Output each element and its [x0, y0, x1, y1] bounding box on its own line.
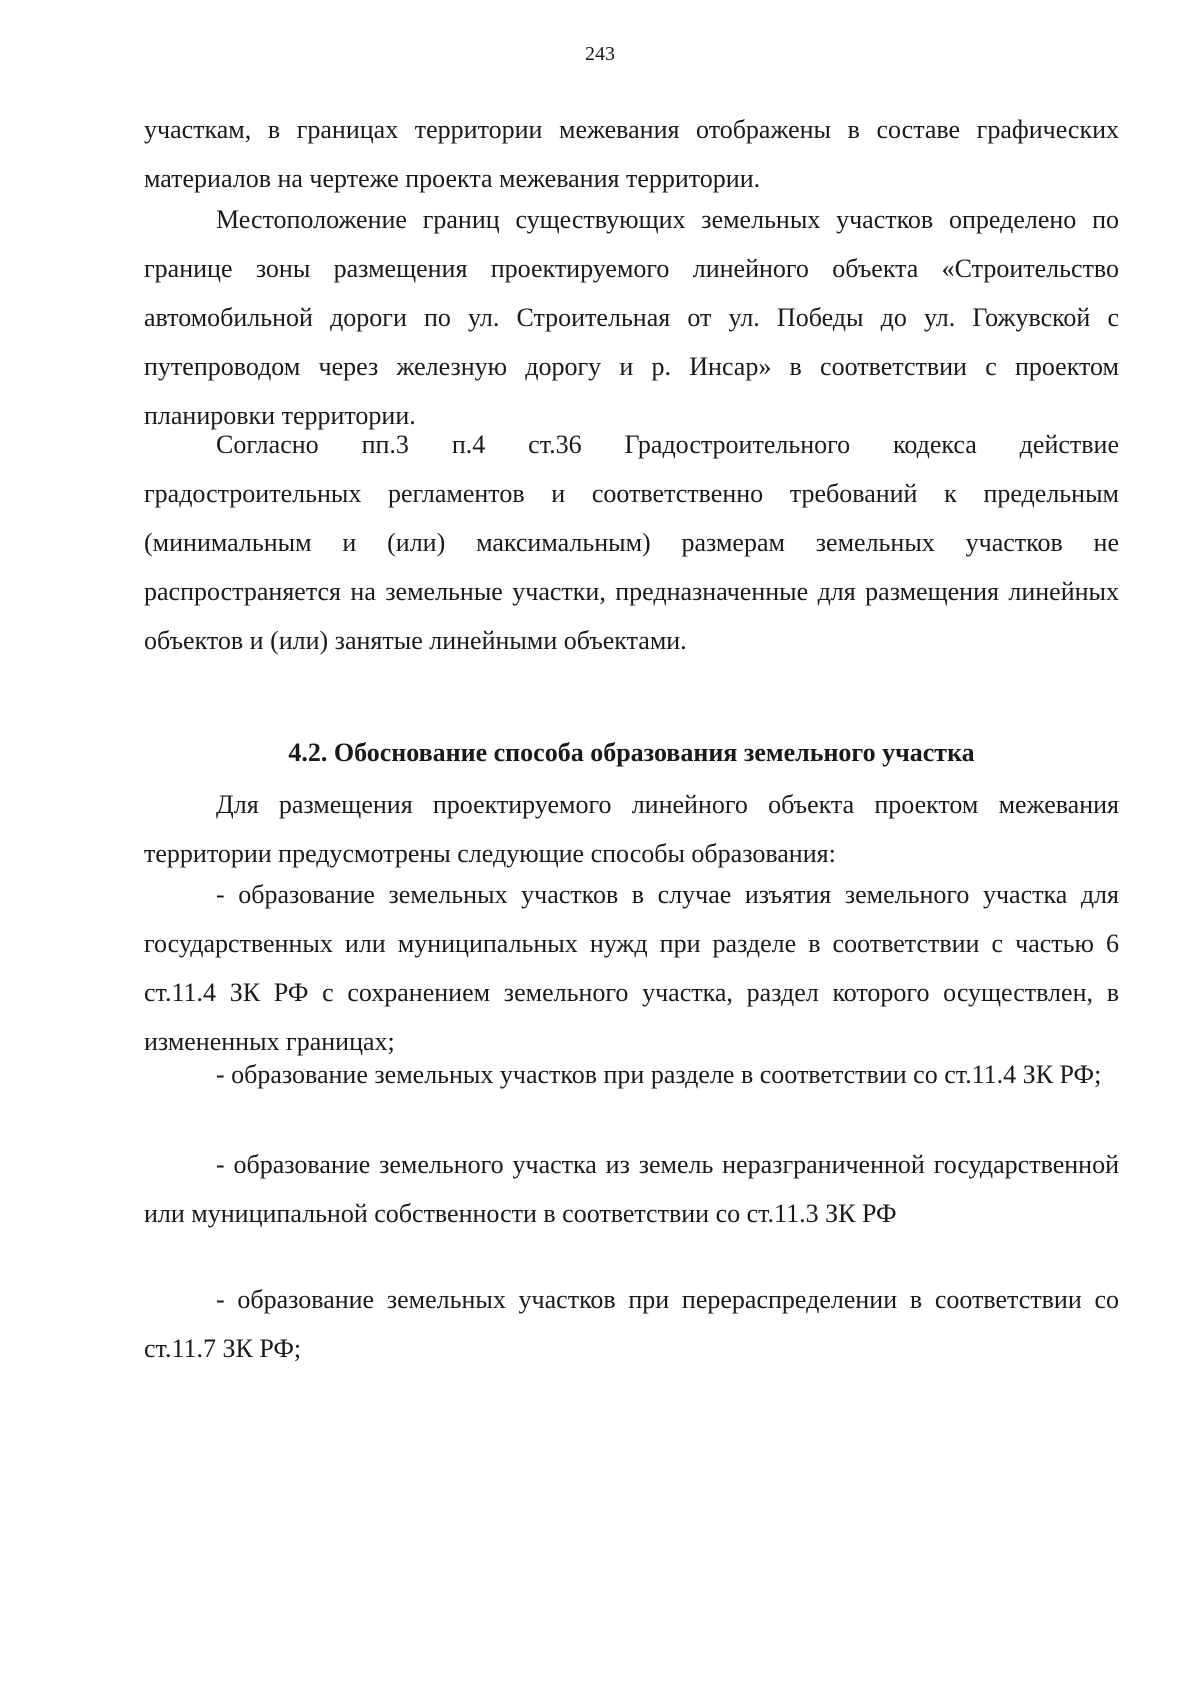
list-item: - образование земельных участков при перераспределении в соответствии со ст.11.7 ЗК РФ;	[144, 1285, 1119, 1363]
list-item: - образование земельного участка из земель неразграниченной государственной или муниципальной собственности в соответствии со ст.11.3 ЗК РФ	[144, 1150, 1119, 1228]
list-item: - образование земельных участков в случае изъятия земельного участка для государственных или муниципальных нужд при разделе в соответствии с частью 6 ст.11.4 ЗК РФ с сохранением земельного участка, раздел которого осуществлен, в измененных границах;	[144, 880, 1119, 1056]
list-item: - образование земельных участков при разделе в соответствии со ст.11.4 ЗК РФ;	[216, 1060, 1102, 1089]
page-number: 243	[585, 43, 615, 65]
paragraph-boundaries-location: Местоположение границ существующих земельных участков определено по границе зоны размещения проектируемого линейного объекта «Строительство автомобильной дороги по ул. Строительная от ул. Победы до ул. Гожувской с путепроводом через железную дорогу и р. Инсар» в соответствии с проектом планировки территории.	[144, 205, 1119, 430]
paragraph-section-intro: Для размещения проектируемого линейного объекта проектом межевания территории предусмотрены следующие способы образования:	[144, 790, 1119, 868]
paragraph-continuation: участкам, в границах территории межевания отображены в составе графических материалов на чертеже проекта межевания территории.	[144, 115, 1119, 193]
section-heading: 4.2. Обоснование способа образования земельного участка	[288, 738, 975, 767]
paragraph-urban-regulations: Согласно пп.3 п.4 ст.36 Градостроительного кодекса действие градостроительных регламентов и соответственно требований к предельным (минимальным и (или) максимальным) размерам земельных участков не распространяется на земельные участки, предназначенные для размещения линейных объектов и (или) занятые линейными объектами.	[144, 430, 1119, 655]
